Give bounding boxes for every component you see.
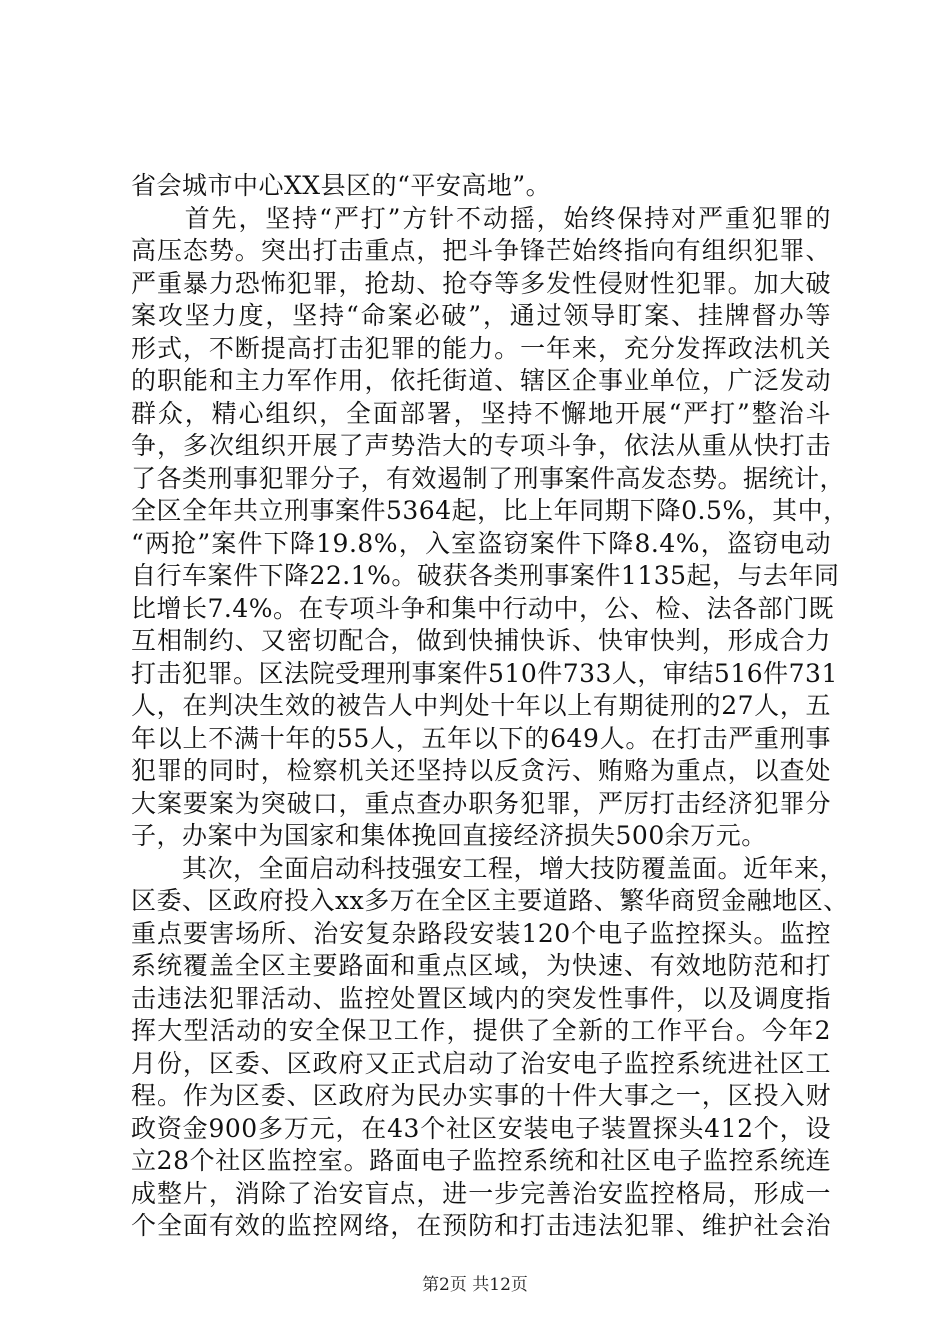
text-line: 高压态势。突出打击重点，把斗争锋芒始终指向有组织犯罪、 <box>131 236 831 265</box>
text-line: 全区全年共立刑事案件5364起，比上年同期下降0.5%，其中， <box>131 496 849 525</box>
text-line: 争，多次组织开展了声势浩大的专项斗争，依法从重从快打击 <box>131 431 831 460</box>
text-line: 犯罪的同时，检察机关还坚持以反贪污、贿赂为重点，以查处 <box>131 756 831 785</box>
text-line: 区委、区政府投入xx多万在全区主要道路、繁华商贸金融地区、 <box>131 886 849 915</box>
text-line: 子，办案中为国家和集体挽回直接经济损失500余万元。 <box>131 821 767 850</box>
text-line: 互相制约、又密切配合，做到快捕快诉、快审快判，形成合力 <box>131 626 831 655</box>
text-line: 首先，坚持“严打”方针不动摇，始终保持对严重犯罪的 <box>131 203 831 233</box>
text-line: 省会城市中心XX县区的“平安高地”。 <box>131 171 552 200</box>
text-line: 人，在判决生效的被告人中判处十年以上有期徒刑的27人，五 <box>131 691 831 720</box>
text-line: 程。作为区委、区政府为民办实事的十件大事之一，区投入财 <box>131 1081 831 1110</box>
text-line: 自行车案件下降22.1%。破获各类刑事案件1135起，与去年同 <box>131 561 840 590</box>
text-line: 大案要案为突破口，重点查办职务犯罪，严厉打击经济犯罪分 <box>131 788 831 818</box>
text-line: 政资金900多万元，在43个社区安装电子装置探头412个，设 <box>131 1113 831 1143</box>
text-line: 个全面有效的监控网络，在预防和打击违法犯罪、维护社会治 <box>131 1211 831 1240</box>
text-line: 形式，不断提高打击犯罪的能力。一年来，充分发挥政法机关 <box>131 333 831 363</box>
text-line: 了各类刑事犯罪分子，有效遏制了刑事案件高发态势。据统计， <box>131 463 846 493</box>
text-line: 其次，全面启动科技强安工程，增大技防覆盖面。近年来， <box>131 853 846 883</box>
text-line: 比增长7.4%。在专项斗争和集中行动中，公、检、法各部门既 <box>131 593 835 623</box>
text-line: 系统覆盖全区主要路面和重点区域，为快速、有效地防范和打 <box>131 951 831 980</box>
text-line: 年以上不满十年的55人，五年以下的649人。在打击严重刑事 <box>131 723 831 753</box>
text-line: 打击犯罪。区法院受理刑事案件510件733人，审结516件731 <box>131 658 838 688</box>
text-line: “两抢”案件下降19.8%，入室盗窃案件下降8.4%，盗窃电动 <box>131 528 831 558</box>
text-line: 立28个社区监控室。路面电子监控系统和社区电子监控系统连 <box>131 1146 831 1175</box>
text-line: 群众，精心组织，全面部署，坚持不懈地开展“严打”整治斗 <box>131 398 831 428</box>
text-line: 成整片，消除了治安盲点，进一步完善治安监控格局，形成一 <box>131 1178 831 1208</box>
text-line: 月份，区委、区政府又正式启动了治安电子监控系统进社区工 <box>131 1048 831 1078</box>
page-footer: 第2页 共12页 <box>422 1275 528 1295</box>
text-line: 挥大型活动的安全保卫工作，提供了全新的工作平台。今年2 <box>131 1016 831 1045</box>
text-line: 重点要害场所、治安复杂路段安装120个电子监控探头。监控 <box>131 918 831 948</box>
text-line: 严重暴力恐怖犯罪，抢劫、抢夺等多发性侵财性犯罪。加大破 <box>131 268 831 298</box>
body-text <box>131 170 849 1243</box>
text-line: 的职能和主力军作用，依托街道、辖区企事业单位，广泛发动 <box>131 366 831 395</box>
text-line: 击违法犯罪活动、监控处置区域内的突发性事件，以及调度指 <box>131 983 831 1013</box>
text-line: 案攻坚力度，坚持“命案必破”，通过领导盯案、挂牌督办等 <box>131 301 831 330</box>
